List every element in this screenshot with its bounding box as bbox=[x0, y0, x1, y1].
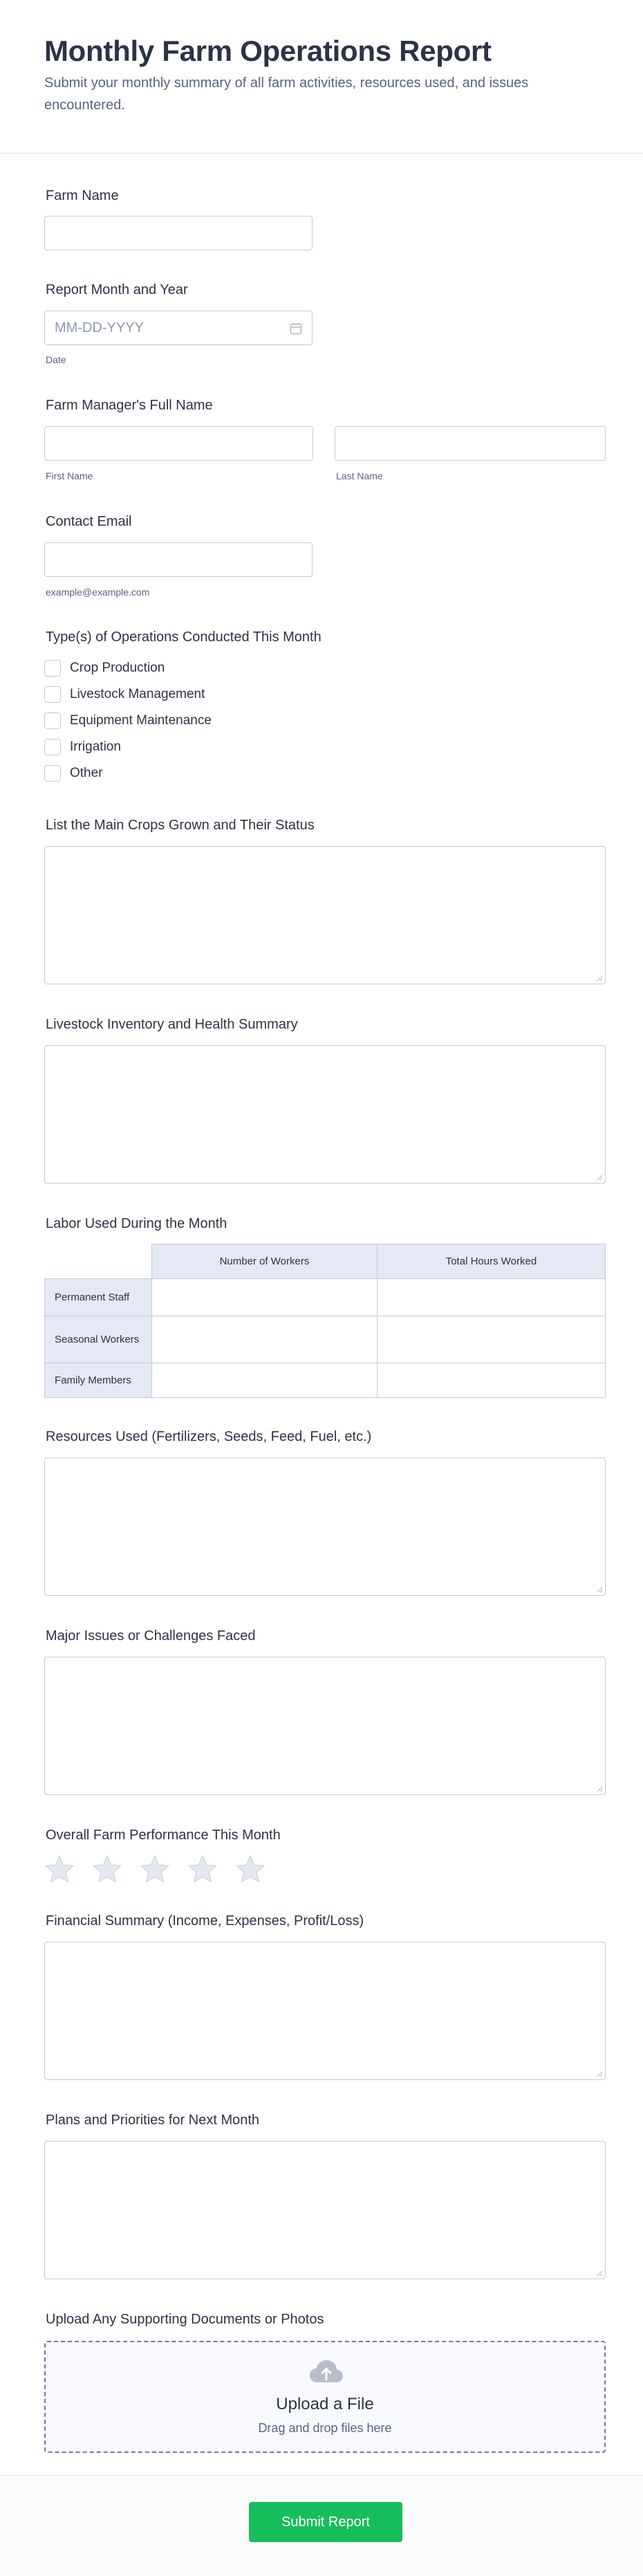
issues-label: Major Issues or Challenges Faced bbox=[46, 1628, 256, 1644]
crops-textarea[interactable] bbox=[44, 846, 606, 984]
resize-handle-icon[interactable] bbox=[596, 1785, 603, 1792]
operations-option-label: Crop Production bbox=[70, 661, 165, 675]
issues-textarea[interactable] bbox=[44, 1657, 606, 1795]
operations-option-label: Equipment Maintenance bbox=[70, 713, 212, 728]
calendar-icon[interactable] bbox=[290, 322, 302, 335]
plans-label: Plans and Priorities for Next Month bbox=[46, 2113, 260, 2128]
last-name-sublabel: Last Name bbox=[336, 470, 383, 481]
cloud-upload-icon bbox=[309, 2359, 344, 2384]
contact-email-sublabel: example@example.com bbox=[46, 587, 150, 598]
matrix-column-header: Number of Workers bbox=[152, 1244, 378, 1279]
resize-handle-icon[interactable] bbox=[596, 1586, 603, 1593]
matrix-cell-input[interactable] bbox=[152, 1363, 378, 1398]
star-icon[interactable] bbox=[140, 1854, 170, 1884]
matrix-cell-input[interactable] bbox=[152, 1279, 378, 1316]
checkbox[interactable] bbox=[44, 686, 61, 703]
star-icon[interactable] bbox=[44, 1854, 75, 1884]
report-date-placeholder: MM-DD-YYYY bbox=[55, 320, 144, 335]
resize-handle-icon[interactable] bbox=[596, 2270, 603, 2276]
operations-option[interactable] bbox=[44, 712, 212, 730]
matrix-cell-input[interactable] bbox=[377, 1363, 605, 1398]
form-description: Submit your monthly summary of all farm activities, resources used, and issues encountered. bbox=[44, 75, 529, 113]
operations-option[interactable] bbox=[44, 764, 103, 782]
submit-button[interactable]: Submit Report bbox=[249, 2502, 402, 2542]
upload-label: Upload Any Supporting Documents or Photos bbox=[46, 2312, 324, 2327]
livestock-textarea[interactable] bbox=[44, 1045, 606, 1184]
manager-name-label: Farm Manager's Full Name bbox=[46, 398, 213, 413]
livestock-label: Livestock Inventory and Health Summary bbox=[46, 1017, 298, 1032]
resize-handle-icon[interactable] bbox=[596, 1174, 603, 1181]
farm-name-input[interactable] bbox=[44, 216, 313, 250]
upload-subtitle: Drag and drop files here bbox=[258, 2421, 392, 2435]
form-footer bbox=[0, 2475, 643, 2576]
report-date-sublabel: Date bbox=[46, 354, 66, 365]
star-icon[interactable] bbox=[235, 1854, 265, 1884]
checkbox[interactable] bbox=[44, 660, 61, 677]
file-upload-dropzone[interactable] bbox=[44, 2341, 606, 2453]
last-name-input[interactable] bbox=[335, 426, 606, 461]
matrix-cell-input[interactable] bbox=[377, 1279, 605, 1316]
operations-option-label: Livestock Management bbox=[70, 687, 205, 701]
star-icon[interactable] bbox=[92, 1854, 122, 1884]
operations-label: Type(s) of Operations Conducted This Month bbox=[46, 629, 322, 645]
resources-textarea[interactable] bbox=[44, 1457, 606, 1596]
contact-email-input[interactable] bbox=[44, 542, 313, 577]
plans-textarea[interactable] bbox=[44, 2141, 606, 2279]
operations-option[interactable] bbox=[44, 738, 121, 756]
first-name-sublabel: First Name bbox=[46, 470, 93, 481]
performance-label: Overall Farm Performance This Month bbox=[46, 1828, 281, 1843]
matrix-row-header: Permanent Staff bbox=[45, 1279, 152, 1316]
matrix-corner bbox=[45, 1244, 152, 1279]
operations-option-label: Irrigation bbox=[70, 739, 121, 754]
star-rating[interactable] bbox=[44, 1854, 283, 1884]
contact-email-label: Contact Email bbox=[46, 514, 132, 529]
operations-option-label: Other bbox=[70, 766, 103, 780]
form-title: Monthly Farm Operations Report bbox=[44, 35, 492, 67]
form-header bbox=[0, 0, 643, 154]
crops-label: List the Main Crops Grown and Their Status bbox=[46, 818, 315, 833]
resize-handle-icon[interactable] bbox=[596, 2070, 603, 2077]
labor-label: Labor Used During the Month bbox=[46, 1216, 227, 1231]
report-date-label: Report Month and Year bbox=[46, 282, 188, 297]
checkbox[interactable] bbox=[44, 712, 61, 729]
star-icon[interactable] bbox=[187, 1854, 218, 1884]
matrix-row-header: Family Members bbox=[45, 1363, 152, 1398]
matrix-cell-input[interactable] bbox=[152, 1316, 378, 1363]
financial-textarea[interactable] bbox=[44, 1942, 606, 2080]
matrix-cell-input[interactable] bbox=[377, 1316, 605, 1363]
operations-option[interactable] bbox=[44, 659, 165, 677]
labor-matrix bbox=[44, 1244, 606, 1398]
checkbox[interactable] bbox=[44, 739, 61, 755]
checkbox[interactable] bbox=[44, 765, 61, 782]
report-date-input[interactable] bbox=[44, 311, 313, 345]
resources-label: Resources Used (Fertilizers, Seeds, Feed, Fuel, etc.) bbox=[46, 1429, 372, 1444]
matrix-row-header: Seasonal Workers bbox=[45, 1316, 152, 1363]
first-name-input[interactable] bbox=[44, 426, 313, 461]
resize-handle-icon[interactable] bbox=[596, 975, 603, 982]
financial-label: Financial Summary (Income, Expenses, Profit/Loss) bbox=[46, 1913, 364, 1929]
operations-option[interactable] bbox=[44, 686, 205, 703]
farm-name-label: Farm Name bbox=[46, 188, 119, 203]
upload-title: Upload a File bbox=[276, 2395, 374, 2413]
matrix-column-header: Total Hours Worked bbox=[377, 1244, 605, 1279]
